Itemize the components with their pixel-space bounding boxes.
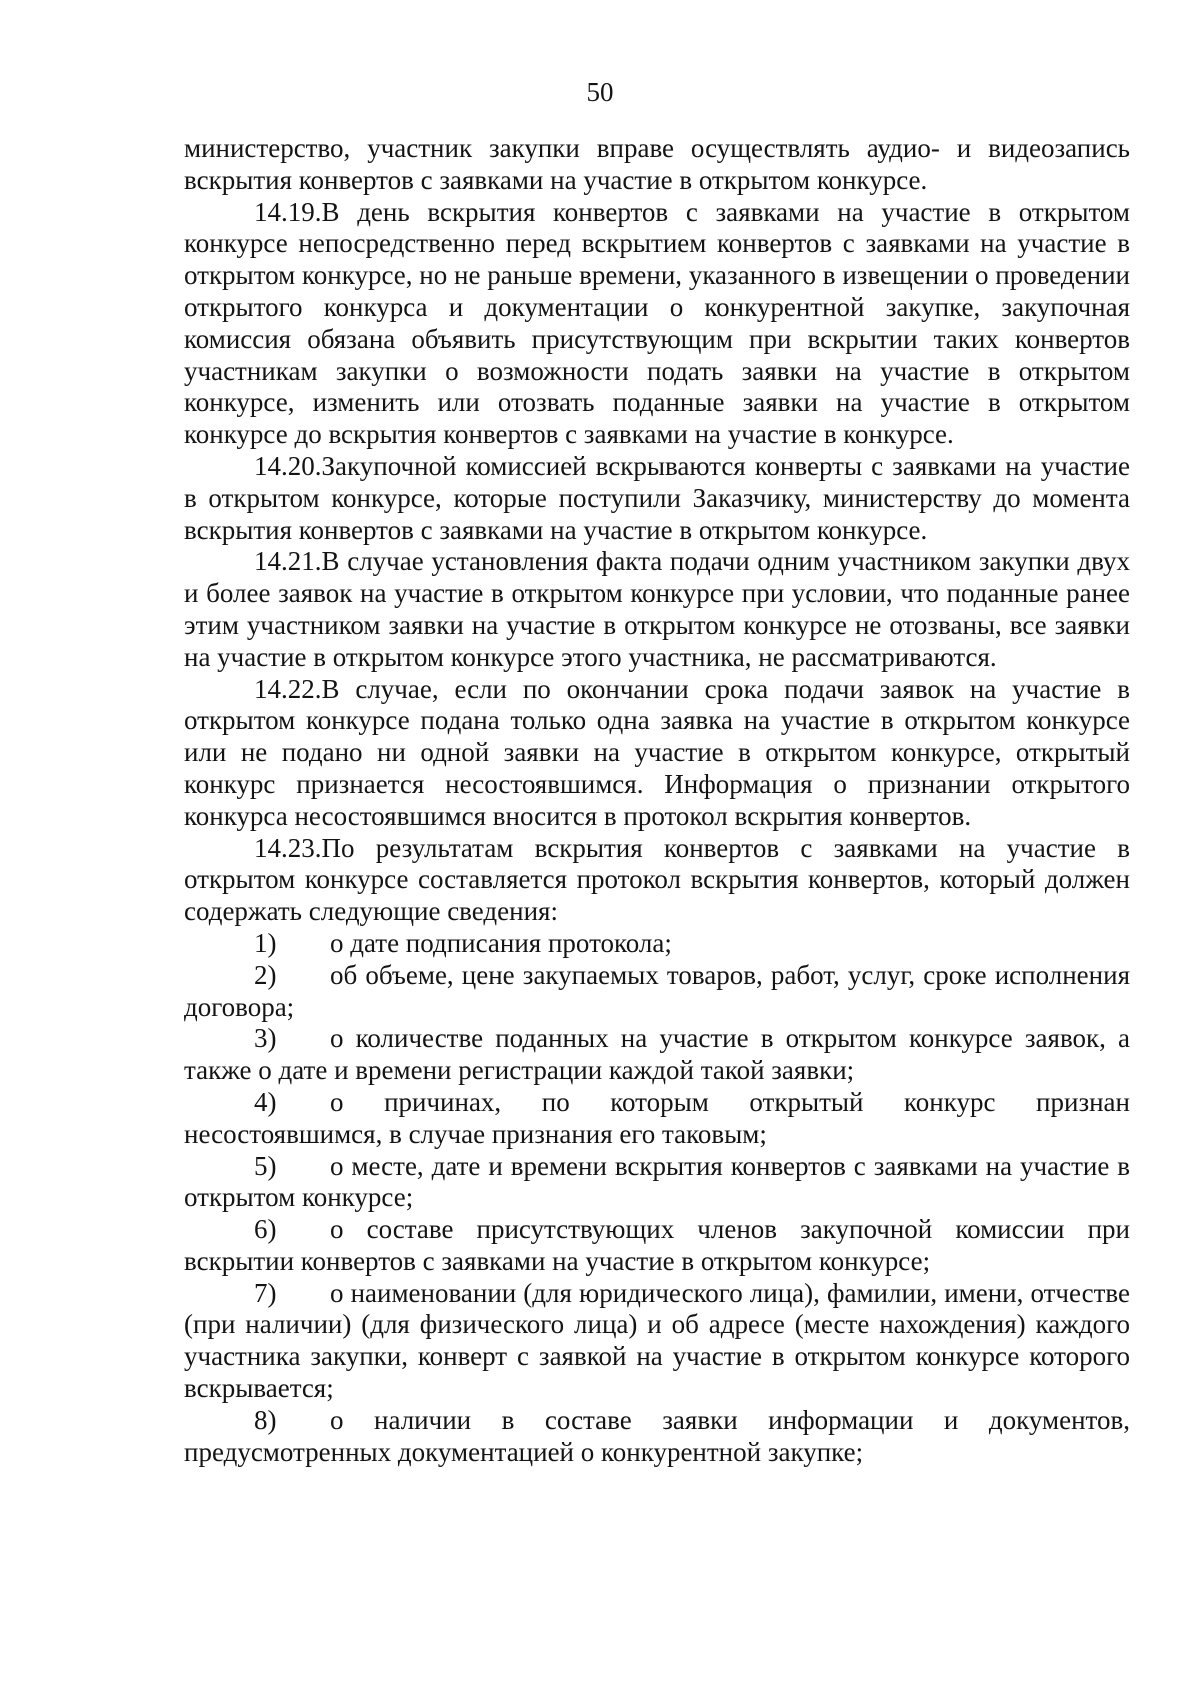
list-item-number: 1) xyxy=(254,927,277,958)
continuation-paragraph: министерство, участник закупки вправе осуществлять аудио- и видеозапись вскрытия конвертов с заявками на участие в открытом конкурсе. xyxy=(184,133,1130,195)
list-item-number: 2) xyxy=(254,959,277,990)
list-item xyxy=(184,1023,1130,1087)
list-item-text: о количестве поданных на участие в открытом конкурсе заявок, а также о дате и времени регистрации каждой такой заявки; xyxy=(184,1023,1130,1086)
page-number: 50 xyxy=(586,77,614,107)
list-item-text: о месте, дате и времени вскрытия конвертов с заявками на участие в открытом конкурсе; xyxy=(184,1150,1130,1213)
list-item-number: 8) xyxy=(254,1404,277,1435)
list-item-number: 6) xyxy=(254,1214,277,1245)
list-item-text: о наличии в составе заявки информации и документов, предусмотренных документацией о конкурентной закупке; xyxy=(184,1404,1130,1467)
list-item xyxy=(184,1405,1130,1469)
list-item-number: 3) xyxy=(254,1023,277,1054)
list-item xyxy=(184,1214,1130,1278)
clause-14-23: 14.23.По результатам вскрытия конвертов с заявками на участие в открытом конкурсе составляется протокол вскрытия конвертов, который должен содержать следующие сведения: xyxy=(184,832,1130,927)
list-item-text: о составе присутствующих членов закупочной комиссии при вскрытии конвертов с заявками на участие в открытом конкурсе; xyxy=(184,1214,1130,1276)
list-item xyxy=(184,1151,1130,1215)
list-item-number: 4) xyxy=(254,1086,277,1117)
list-item xyxy=(184,1278,1130,1405)
clause-14-19: 14.19.В день вскрытия конвертов с заявками на участие в открытом конкурсе непосредственно перед вскрытием конвертов с заявками на участие в открытом конкурсе, но не раньше времени, указанного в извещении о проведении открытого конкурса и документации о конкурентной закупке, закупочная комиссия обязана объявить присутствующим при вскрытии таких конвертов участникам закупки о возможности подать заявки на участие в открытом конкурсе, изменить или отозвать поданные заявки на участие в открытом конкурсе до вскрытия конвертов с заявками на участие в конкурсе. xyxy=(184,196,1130,450)
clause-14-20: 14.20.Закупочной комиссией вскрываются конверты с заявками на участие в открытом конкурсе, которые поступили Заказчику, министерству до момента вскрытия конвертов с заявками на участие в открытом конкурсе. xyxy=(184,450,1130,545)
list-item-text: о дате подписания протокола; xyxy=(330,927,672,958)
list-item-number: 5) xyxy=(254,1150,277,1181)
list-item-text: о причинах, по которым открытый конкурс признан несостоявшимся, в случае признания его таковым; xyxy=(184,1086,1130,1149)
list-item-text: о наименовании (для юридического лица), фамилии, имени, отчестве (при наличии) (для физического лица) и об адресе (месте нахождения) каждого участника закупки, конверт с заявкой на участие в открытом конкурсе которого вскрывается; xyxy=(184,1277,1130,1404)
clause-14-22: 14.22.В случае, если по окончании срока подачи заявок на участие в открытом конкурсе подана только одна заявка на участие в открытом конкурсе или не подано ни одной заявки на участие в открытом конкурсе, открытый конкурс признается несостоявшимся. Информация о признании открытого конкурса несостоявшимся вносится в протокол вскрытия конвертов. xyxy=(184,673,1130,831)
list-item xyxy=(184,960,1130,1024)
list-item xyxy=(184,1087,1130,1151)
clause-14-21: 14.21.В случае установления факта подачи одним участником закупки двух и более заявок на участие в открытом конкурсе при условии, что поданные ранее этим участником заявки на участие в открытом конкурсе не отозваны, все заявки на участие в открытом конкурсе этого участника, не рассматриваются. xyxy=(184,546,1130,672)
document-body xyxy=(184,133,1130,1468)
list-item-number: 7) xyxy=(254,1277,277,1308)
list-item-text: об объеме, цене закупаемых товаров, работ, услуг, сроке исполнения договора; xyxy=(184,959,1130,1022)
list-item xyxy=(184,928,1130,960)
